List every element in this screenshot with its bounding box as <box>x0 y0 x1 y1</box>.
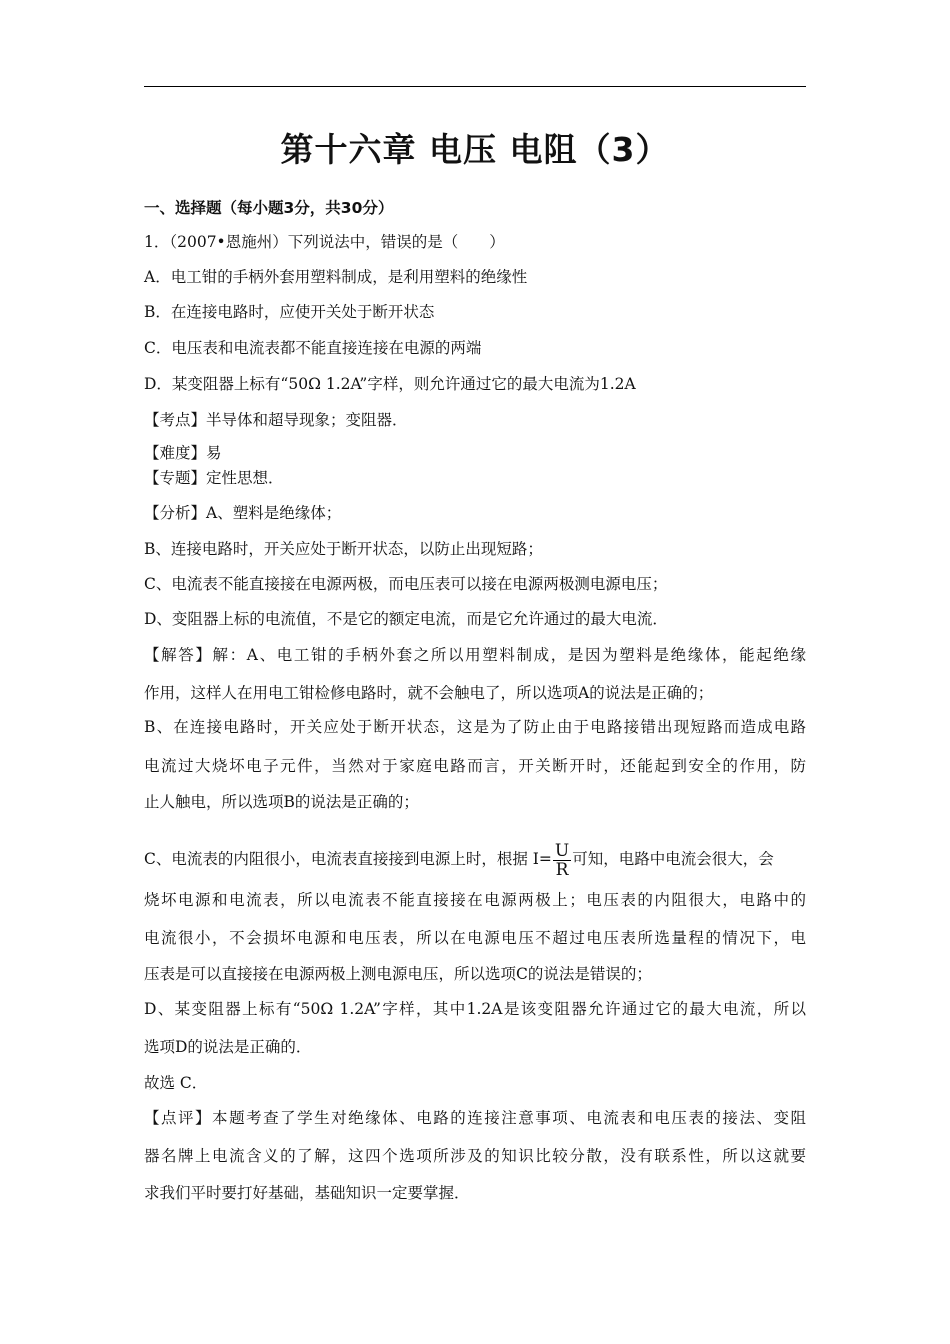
jieda-line: 选项D的说法是正确的． <box>144 1038 312 1056</box>
header-rule <box>144 86 806 87</box>
question-stem: 1．（2007•恩施州）下列说法中，错误的是（ ） <box>144 233 505 251</box>
jieda-line: 电流很小，不会损坏电源和电压表，所以在电源电压不超过电压表所选量程的情况下，电 <box>144 929 806 947</box>
fenxi-line: 【分析】A、塑料是绝缘体； <box>144 504 342 522</box>
section-heading: 一、选择题（每小题3分，共30分） <box>144 199 394 217</box>
dianping-line: 【点评】本题考查了学生对绝缘体、电路的连接注意事项、电流表和电压表的接法、变阻 <box>144 1109 806 1127</box>
jieda-line: 烧坏电源和电流表，所以电流表不能直接接在电源两极上；电压表的内阻很大，电路中的 <box>144 891 806 909</box>
jieda-line: 电流过大烧坏电子元件，当然对于家庭电路而言，开关断开时，还能起到安全的作用，防 <box>144 757 806 775</box>
page-title: 第十六章 电压 电阻（3） <box>280 130 670 169</box>
option-a: A．电工钳的手柄外套用塑料制成，是利用塑料的绝缘性 <box>144 268 528 286</box>
fenxi-line: C、电流表不能直接接在电源两极，而电压表可以接在电源两极测电源电压； <box>144 575 668 593</box>
option-c: C．电压表和电流表都不能直接连接在电源的两端 <box>144 339 482 357</box>
jieda-line: 【解答】解：A、电工钳的手柄外套之所以用塑料制成，是因为塑料是绝缘体，能起绝缘 <box>144 646 806 664</box>
dianping-line: 求我们平时要打好基础，基础知识一定要掌握． <box>144 1184 470 1202</box>
jieda-text: C、电流表的内阻很小，电流表直接接到电源上时，根据 I= <box>144 850 552 868</box>
option-d: D．某变阻器上标有“50Ω 1.2A”字样，则允许通过它的最大电流为1.2A <box>144 375 636 393</box>
zhuanti-line: 【专题】定性思想． <box>144 469 284 487</box>
fraction-u-over-r <box>553 842 571 879</box>
jieda-line: 止人触电，所以选项B的说法是正确的； <box>144 793 419 811</box>
answer-line: 故选 C． <box>144 1074 208 1092</box>
fenxi-line: B、连接电路时，开关应处于断开状态，以防止出现短路； <box>144 540 543 558</box>
nandu-line: 【难度】易 <box>144 444 222 462</box>
fenxi-line: D、变阻器上标的电流值，不是它的额定电流，而是它允许通过的最大电流． <box>144 610 668 628</box>
fraction-denominator: R <box>555 859 569 880</box>
jieda-line: D、某变阻器上标有“50Ω 1.2A”字样，其中1.2A是该变阻器允许通过它的最大电流，所以 <box>144 1000 806 1018</box>
jieda-line: B、在连接电路时，开关应处于断开状态，这是为了防止由于电路接错出现短路而造成电路 <box>144 718 806 736</box>
dianping-line: 器名牌上电流含义的了解，这四个选项所涉及的知识比较分散，没有联系性，所以这就要 <box>144 1147 806 1165</box>
jieda-text: 可知，电路中电流会很大，会 <box>572 850 774 868</box>
fraction-numerator: U <box>554 840 570 861</box>
jieda-line: 作用，这样人在用电工钳检修电路时，就不会触电了，所以选项A的说法是正确的； <box>144 684 714 702</box>
jieda-line: 压表是可以直接接在电源两极上测电源电压，所以选项C的说法是错误的； <box>144 965 652 983</box>
kaodian-line: 【考点】半导体和超导现象；变阻器． <box>144 411 408 429</box>
jieda-formula-line <box>144 838 806 880</box>
option-b: B．在连接电路时，应使开关处于断开状态 <box>144 303 435 321</box>
